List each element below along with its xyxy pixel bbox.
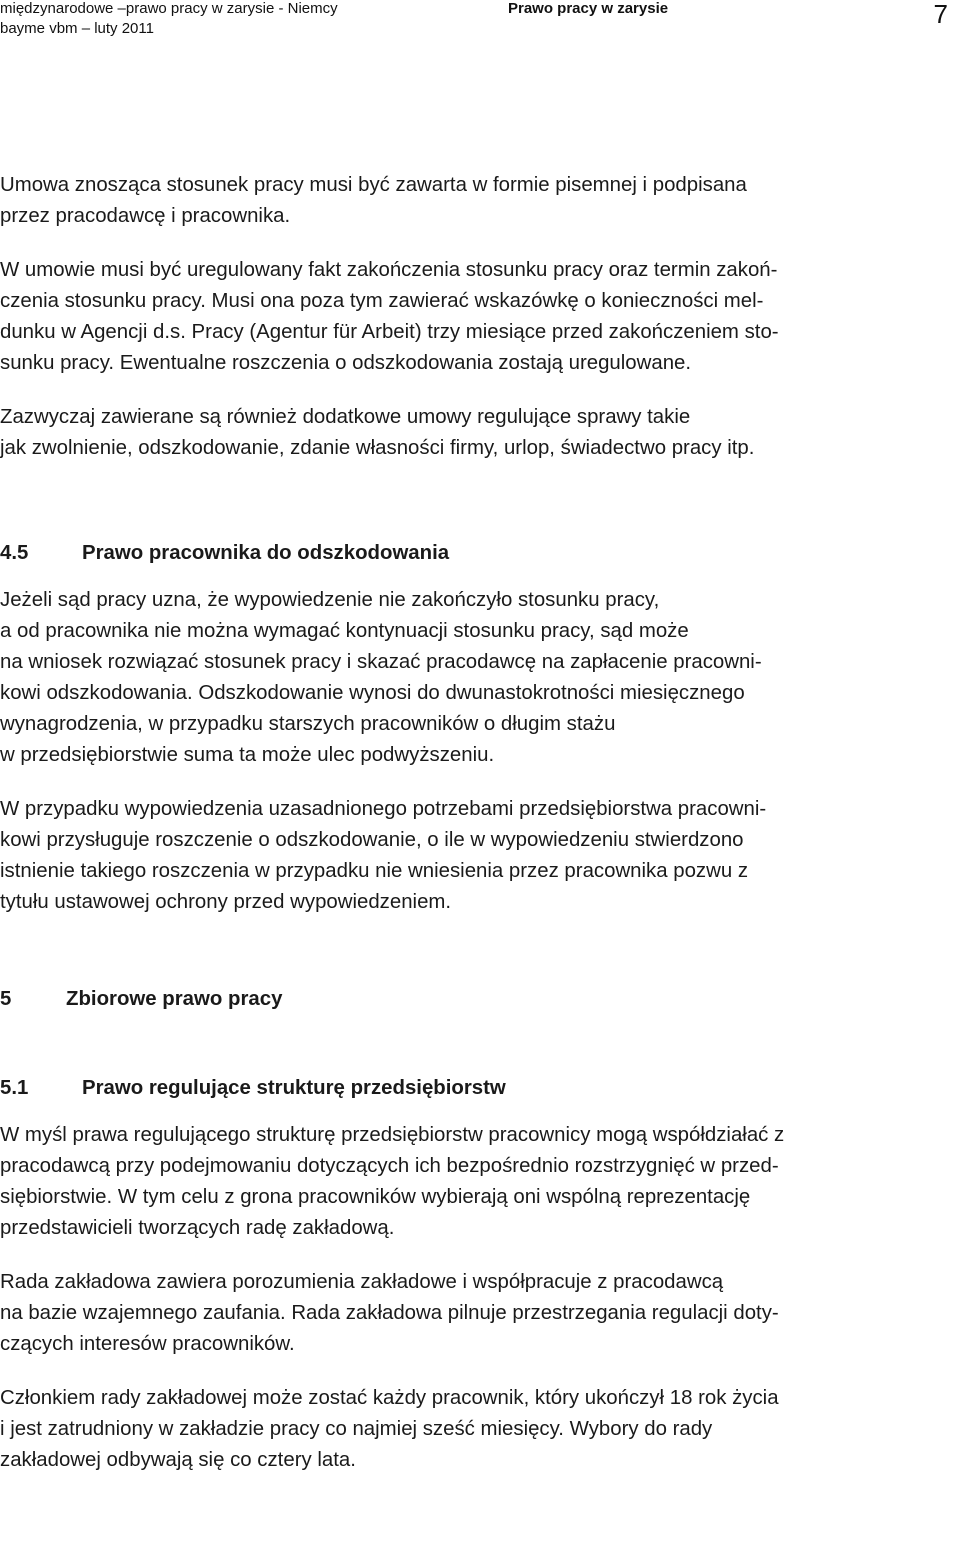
paragraph-5: [0, 794, 958, 918]
text-line: tytułu ustawowej ochrony przed wypowiedzeniem.: [0, 891, 452, 913]
paragraph-4: [0, 585, 958, 771]
text-line: a od pracownika nie można wymagać kontynuacji stosunku pracy, sąd może: [0, 620, 689, 642]
section-title: Prawo regulujące strukturę przedsiębiorstw: [82, 1077, 506, 1099]
section-heading-4-5: [0, 538, 958, 569]
section-heading-5-1: [0, 1073, 958, 1104]
header-title: Prawo pracy w zarysie: [508, 0, 669, 17]
text-line: W umowie musi być uregulowany fakt zakończenia stosunku pracy oraz termin zakoń-: [0, 259, 778, 281]
text-line: sunku pracy. Ewentualne roszczenia o odszkodowania zostają uregulowane.: [0, 352, 692, 374]
header-subtitle: międzynarodowe –prawo pracy w zarysie - Niemcy: [0, 0, 338, 17]
document-body: [0, 170, 958, 1476]
text-line: dunku w Agencji d.s. Pracy (Agentur für Arbeit) trzy miesiące przed zakończeniem sto-: [0, 321, 779, 343]
paragraph-2: [0, 255, 958, 379]
section-title: Zbiorowe prawo pracy: [66, 988, 283, 1010]
page-number: 7: [933, 0, 948, 29]
section-number: 5.1: [0, 1077, 29, 1099]
text-line: wynagrodzenia, w przypadku starszych pracowników o długim stażu: [0, 713, 616, 735]
text-line: Członkiem rady zakładowej może zostać każdy pracownik, który ukończył 18 rok życia: [0, 1387, 779, 1409]
section-title: Prawo pracownika do odszkodowania: [82, 542, 450, 564]
text-line: jak zwolnienie, odszkodowanie, zdanie własności firmy, urlop, świadectwo pracy itp.: [0, 437, 755, 459]
paragraph-7: [0, 1267, 958, 1360]
section-number: 4.5: [0, 542, 29, 564]
text-line: na bazie wzajemnego zaufania. Rada zakładowa pilnuje przestrzegania regulacji doty-: [0, 1302, 779, 1324]
text-line: Rada zakładowa zawiera porozumienia zakładowe i współpracuje z pracodawcą: [0, 1271, 724, 1293]
section-heading-5: [0, 984, 958, 1015]
text-line: Jeżeli sąd pracy uzna, że wypowiedzenie nie zakończyło stosunku pracy,: [0, 589, 660, 611]
section-number: 5: [0, 988, 12, 1010]
page-header: [0, 0, 960, 60]
text-line: Umowa znosząca stosunek pracy musi być zawarta w formie pisemnej i podpisana: [0, 174, 747, 196]
text-line: siębiorstwie. W tym celu z grona pracowników wybierają oni wspólną reprezentację: [0, 1186, 751, 1208]
text-line: kowi odszkodowania. Odszkodowanie wynosi do dwunastokrotności miesięcznego: [0, 682, 745, 704]
text-line: przedstawicieli tworzących radę zakładową.: [0, 1217, 395, 1239]
text-line: zakładowej odbywają się co cztery lata.: [0, 1449, 356, 1471]
header-date: bayme vbm – luty 2011: [0, 20, 154, 37]
text-line: czenia stosunku pracy. Musi ona poza tym zawierać wskazówkę o konieczności mel-: [0, 290, 764, 312]
text-line: W myśl prawa regulującego strukturę przedsiębiorstw pracownicy mogą współdziałać z: [0, 1124, 785, 1146]
text-line: pracodawcą przy podejmowaniu dotyczących ich bezpośrednio rozstrzygnięć w przed-: [0, 1155, 779, 1177]
text-line: kowi przysługuje roszczenie o odszkodowanie, o ile w wypowiedzeniu stwierdzono: [0, 829, 744, 851]
text-line: w przedsiębiorstwie suma ta może ulec podwyższeniu.: [0, 744, 495, 766]
text-line: istnienie takiego roszczenia w przypadku nie wniesienia przez pracownika pozwu z: [0, 860, 749, 882]
paragraph-3: [0, 402, 958, 464]
text-line: Zazwyczaj zawierane są również dodatkowe umowy regulujące sprawy takie: [0, 406, 691, 428]
text-line: czących interesów pracowników.: [0, 1333, 295, 1355]
paragraph-1: [0, 170, 958, 232]
paragraph-8: [0, 1383, 958, 1476]
text-line: przez pracodawcę i pracownika.: [0, 205, 291, 227]
text-line: W przypadku wypowiedzenia uzasadnionego potrzebami przedsiębiorstwa pracowni-: [0, 798, 767, 820]
text-line: i jest zatrudniony w zakładzie pracy co najmiej sześć miesięcy. Wybory do rady: [0, 1418, 713, 1440]
paragraph-6: [0, 1120, 958, 1244]
text-line: na wniosek rozwiązać stosunek pracy i skazać pracodawcę na zapłacenie pracowni-: [0, 651, 762, 673]
